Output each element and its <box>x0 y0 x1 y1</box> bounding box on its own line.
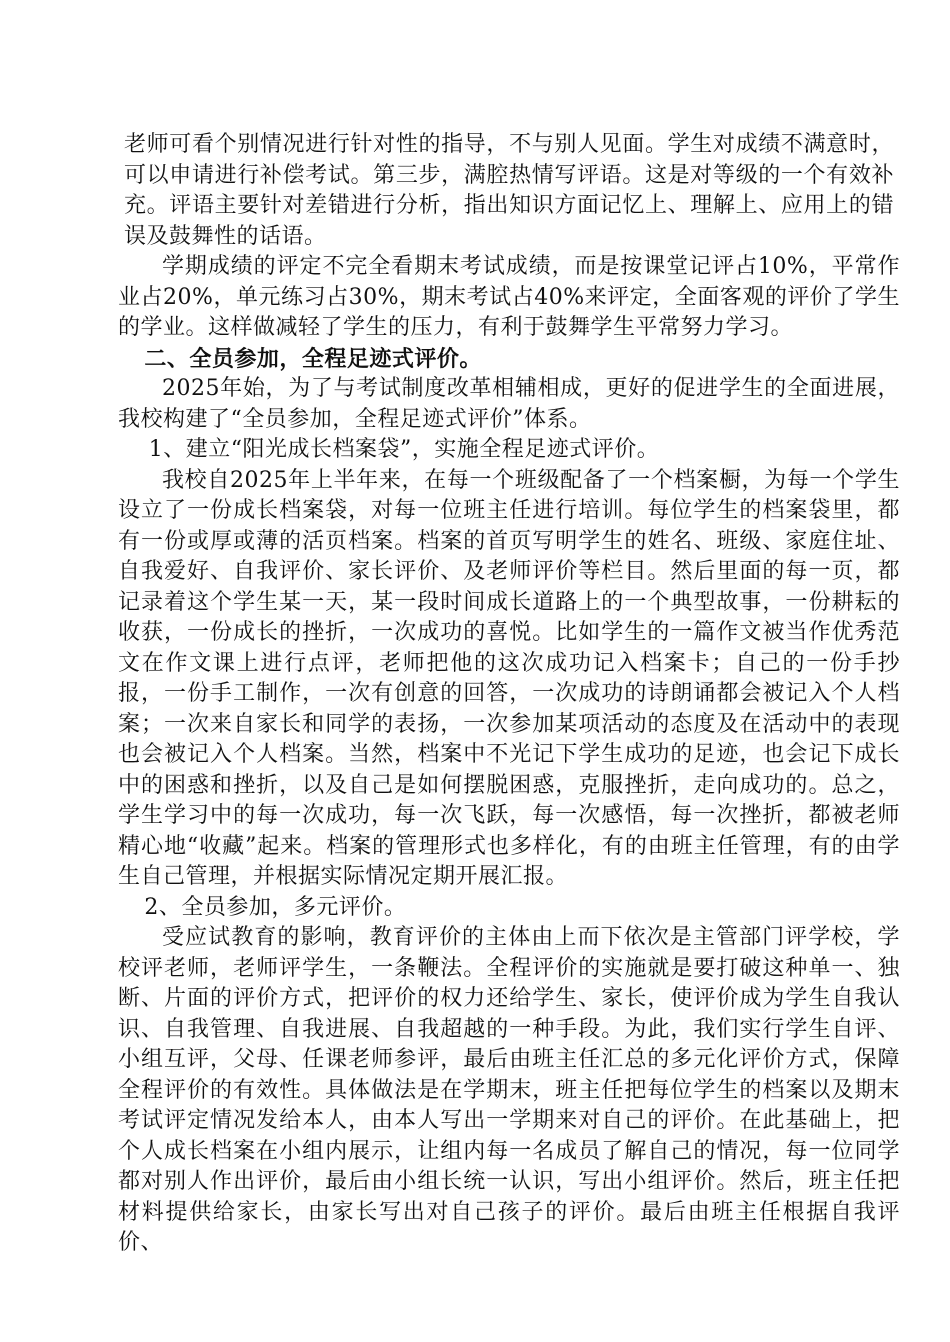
paragraph-archive: 我校自2025年上半年来，在每一个班级配备了一个档案橱，为每一个学生设立了一份成长档案袋，对每一位班主任进行培训。每位学生的档案袋里，都有一份或厚或薄的活页档案。档案的首页写明学生的姓名、班级、家庭住址、自我爱好、自我评价、家长评价、及老师评价等栏目。然后里面的每一页，都记录着这个学生某一天，某一段时间成长道路上的一个典型故事，一份耕耘的收获，一份成长的挫折，一次成功的喜悦。比如学生的一篇作文被当作优秀范文在作文课上进行点评，老师把他的这次成功记入档案卡；自己的一份手抄报，一份手工制作，一次有创意的回答，一次成功的诗朗诵都会被记入个人档案；一次来自家长和同学的表扬，一次参加某项活动的态度及在活动中的表现也会被记入个人档案。当然，档案中不光记下学生成功的足迹，也会记下成长中的困惑和挫折，以及自己是如何摆脱困惑，克服挫折，走向成功的。总之，学生学习中的每一次成功，每一次飞跃，每一次感悟，每一次挫折，都被老师精心地“收藏”起来。档案的管理形式也多样化，有的由班主任管理，有的由学生自己管理，并根据实际情况定期开展汇报。 <box>118 467 900 889</box>
subheading-1: 1、建立“阳光成长档案袋”，实施全程足迹式评价。 <box>148 437 660 462</box>
subheading-2: 2、全员参加，多元评价。 <box>144 894 407 920</box>
section-heading: 二、全员参加，全程足迹式评价。 <box>144 345 482 372</box>
paragraph-continued: 老师可看个别情况进行针对性的指导，不与别人见面。学生对成绩不满意时，可以申请进行补偿考试。第三步，满腔热情写评语。这是对等级的一个有效补充。评语主要针对差错进行分析，指出知识方面记忆上、理解上、应用上的错误及鼓舞性的话语。 <box>124 132 894 249</box>
body-text <box>118 130 900 1259</box>
paragraph-evaluation: 受应试教育的影响，教育评价的主体由上而下依次是主管部门评学校，学校评老师，老师评学生，一条鞭法。全程评价的实施就是要打破这种单一、独断、片面的评价方式，把评价的权力还给学生、家长，使评价成为学生自我认识、自我管理、自我进展、自我超越的一种手段。为此，我们实行学生自评、小组互评，父母、任课老师参评，最后由班主任汇总的多元化评价方式，保障全程评价的有效性。具体做法是在学期末，班主任把每位学生的档案以及期末考试评定情况发给本人，由本人写出一学期来对自己的评价。在此基础上，把个人成长档案在小组内展示，让组内每一名成员了解自己的情况，每一位同学都对别人作出评价，最后由小组长统一认识，写出小组评价。然后，班主任把材料提供给家长，由家长写出对自己孩子的评价。最后由班主任根据自我评价、 <box>118 925 900 1255</box>
paragraph-grading: 学期成绩的评定不完全看期末考试成绩，而是按课堂记评占10%，平常作业占20%，单元练习占30%，期末考试占40%来评定，全面客观的评价了学生的学业。这样做减轻了学生的压力，有利于鼓舞学生平常努力学习。 <box>118 254 900 340</box>
paragraph-intro: 2025年始，为了与考试制度改革相辅相成，更好的促进学生的全面进展，我校构建了“全员参加，全程足迹式评价”体系。 <box>118 376 900 432</box>
